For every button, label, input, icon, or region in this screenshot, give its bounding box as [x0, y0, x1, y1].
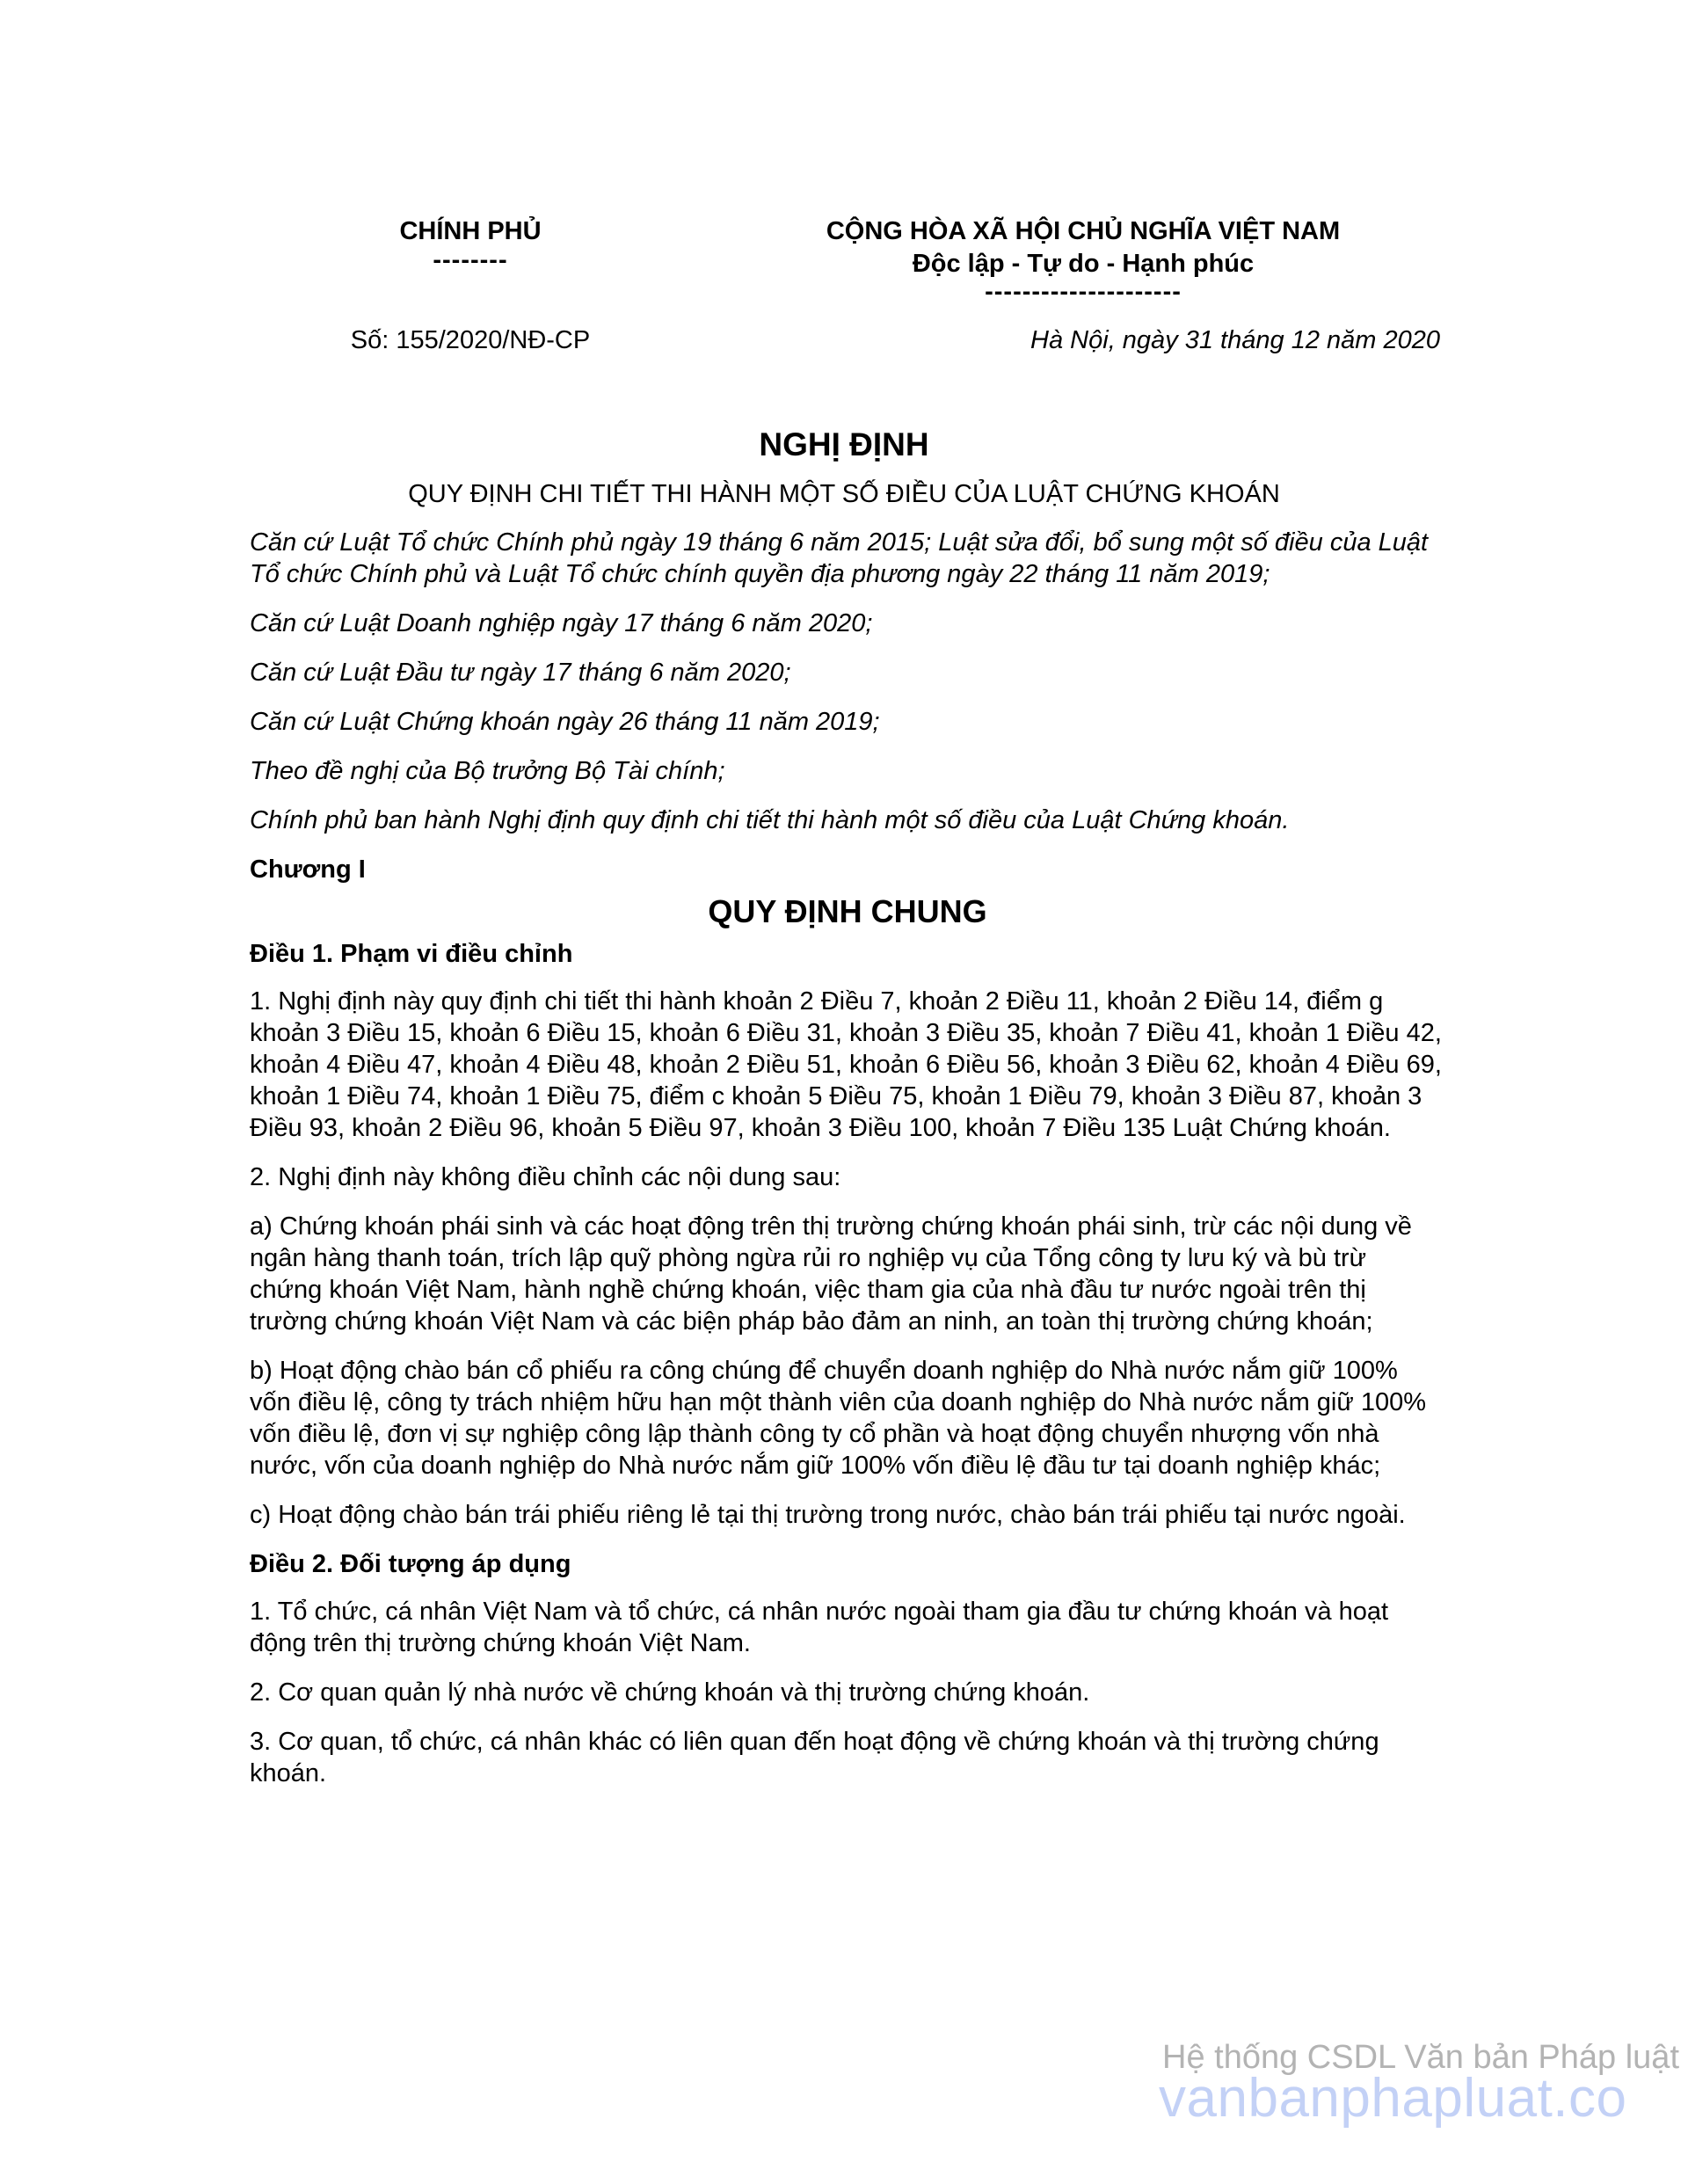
article-paragraph: 1. Nghị định này quy định chi tiết thi hành khoản 2 Điều 7, khoản 2 Điều 11, khoản 2 Điều 14, điểm g khoản 3 Điều 15, khoản 6 Điều 15, khoản 6 Điều 31, khoản 3 Điều 35, khoản 7 Điều 41, khoản 1 Điều 42, khoản 4 Điều 47, khoản 4 Điều 48, khoản 2 Điều 51, khoản 6 Điều 56, khoản 3 Điều 62, khoản 4 Điều 69, khoản 1 Điều 74, khoản 1 Điều 75, điểm c khoản 5 Điều 75, khoản 1 Điều 79, khoản 3 Điều 87, khoản 3 Điều 93, khoản 2 Điều 96, khoản 5 Điều 97, khoản 3 Điều 100, khoản 7 Điều 135 Luật Chứng khoán.	[250, 987, 1442, 1142]
article-paragraph: 2. Nghị định này không điều chỉnh các nội dung sau:	[250, 1163, 841, 1191]
country-name: CỘNG HÒA XÃ HỘI CHỦ NGHĨA VIỆT NAM	[826, 217, 1341, 245]
preamble-paragraph: Căn cứ Luật Doanh nghiệp ngày 17 tháng 6 năm 2020;	[250, 609, 873, 637]
preamble-paragraph: Chính phủ ban hành Nghị định quy định chi tiết thi hành một số điều của Luật Chứng khoán.	[250, 806, 1290, 834]
article-paragraph: 3. Cơ quan, tổ chức, cá nhân khác có liên quan đến hoạt động về chứng khoán và thị trường chứng khoán.	[250, 1728, 1379, 1787]
article-paragraph: c) Hoạt động chào bán trái phiếu riêng lẻ tại thị trường trong nước, chào bán trái phiếu tại nước ngoài.	[250, 1501, 1406, 1529]
preamble-paragraph: Căn cứ Luật Đầu tư ngày 17 tháng 6 năm 2020;	[250, 659, 791, 687]
preamble-paragraph: Theo đề nghị của Bộ trưởng Bộ Tài chính;	[250, 757, 725, 785]
article-paragraph: 1. Tổ chức, cá nhân Việt Nam và tổ chức, cá nhân nước ngoài tham gia đầu tư chứng khoán và hoạt động trên thị trường chứng khoán Việt Nam.	[250, 1598, 1389, 1657]
article-title: Điều 2. Đối tượng áp dụng	[250, 1550, 571, 1578]
article-paragraph: b) Hoạt động chào bán cổ phiếu ra công chúng để chuyển doanh nghiệp do Nhà nước nắm giữ 100% vốn điều lệ, công ty trách nhiệm hữu hạn một thành viên của doanh nghiệp do Nhà nước nắm giữ 100% vốn điều lệ, đơn vị sự nghiệp công lập thành công ty cổ phần và hoạt động chuyển nhượng vốn nhà nước, vốn của doanh nghiệp do Nhà nước nắm giữ 100% vốn điều lệ đầu tư tại doanh nghiệp khác;	[250, 1357, 1426, 1480]
national-motto: Độc lập - Tự do - Hạnh phúc	[912, 250, 1255, 278]
issuer-divider: --------	[433, 246, 508, 274]
document-body	[250, 527, 1445, 1807]
watermark-site-name: vanbanphapluat.co	[1159, 2068, 1627, 2129]
document-subject: QUY ĐỊNH CHI TIẾT THI HÀNH MỘT SỐ ĐIỀU CỦA LUẬT CHỨNG KHOÁN	[408, 480, 1280, 508]
place-and-date: Hà Nội, ngày 31 tháng 12 năm 2020	[1030, 326, 1440, 354]
article-title: Điều 1. Phạm vi điều chỉnh	[250, 940, 573, 968]
issuer-name: CHÍNH PHỦ	[399, 217, 542, 245]
chapter-label: Chương I	[250, 855, 366, 884]
preamble-paragraph: Căn cứ Luật Chứng khoán ngày 26 tháng 11 năm 2019;	[250, 708, 880, 736]
chapter-title: QUY ĐỊNH CHUNG	[708, 893, 987, 929]
document-type-title: NGHỊ ĐỊNH	[759, 426, 929, 462]
article-paragraph: a) Chứng khoán phái sinh và các hoạt động trên thị trường chứng khoán phái sinh, trừ các nội dung về ngân hàng thanh toán, trích lập quỹ phòng ngừa rủi ro nghiệp vụ của Tổng công ty lưu ký và bù trừ chứng khoán Việt Nam, hành nghề chứng khoán, việc tham gia của nhà đầu tư nước ngoài trên thị trường chứng khoán Việt Nam và các biện pháp bảo đảm an ninh, an toàn thị trường chứng khoán;	[250, 1212, 1412, 1336]
watermark-caption: Hệ thống CSDL Văn bản Pháp luật	[1162, 2039, 1679, 2076]
preamble-paragraph: Căn cứ Luật Tổ chức Chính phủ ngày 19 tháng 6 năm 2015; Luật sửa đổi, bổ sung một số điều của Luật Tổ chức Chính phủ và Luật Tổ chức chính quyền địa phương ngày 22 tháng 11 năm 2019;	[250, 528, 1429, 588]
article-paragraph: 2. Cơ quan quản lý nhà nước về chứng khoán và thị trường chứng khoán.	[250, 1678, 1090, 1707]
motto-divider: ---------------------	[985, 278, 1182, 306]
document-number: Số: 155/2020/NĐ-CP	[350, 326, 591, 354]
